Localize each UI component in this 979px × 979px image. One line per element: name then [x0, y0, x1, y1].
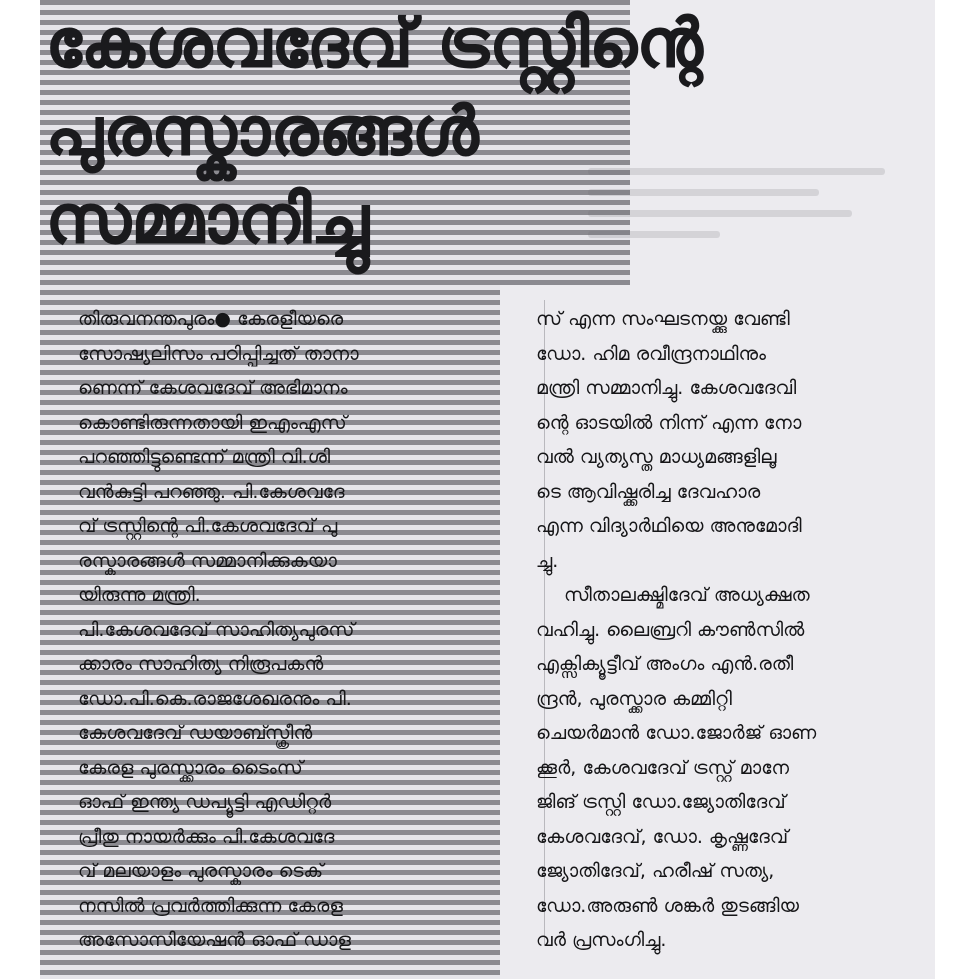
article-line: കേശവദേവ് ഡയാബ്സ്ക്രീൻ [78, 722, 313, 744]
article-line: ക്കൂർ, കേശവദേവ് ട്രസ്റ്റ് മാനേ [536, 756, 789, 779]
article-line: തിരുവനന്തപുരം● കേരളീയരെ [78, 308, 344, 330]
right-column-text [536, 302, 916, 958]
article-line: പറഞ്ഞിട്ടുണ്ടെന്ന് മന്ത്രി വി.ശി [78, 446, 331, 468]
article-line: വ് മലയാളം പുരസ്കാരം ടെക് [78, 860, 324, 882]
article-line: അസോസിയേഷൻ ഓഫ് ഡാള [78, 929, 351, 951]
article-line: കേരള പുരസ്ക്കാരം ടൈംസ് [78, 756, 303, 779]
article-line: സീതാലക്ഷ്മിദേവ് അധ്യക്ഷത [564, 584, 810, 606]
article-line: എക്സിക്യൂട്ടീവ് അംഗം എൻ.രതീ [536, 653, 794, 675]
article-line: വ് ട്രസ്റ്റിന്റെ പി.കേശവദേവ് പു [78, 515, 338, 537]
article-line: ജിങ് ട്രസ്റ്റി ഡോ.ജ്യോതിദേവ് [536, 791, 786, 813]
article-line: ടെ ആവിഷ്ക്കരിച്ച ദേവഹാര [536, 480, 761, 503]
article-line: പ്രീതു നായർക്കും പി.കേശവദേ [78, 825, 335, 848]
article-line: വൽ വ്യത്യസ്ത മാധ്യമങ്ങളിലൂ [536, 446, 777, 468]
article-line: ഡോ.പി.കെ.രാജശേഖരനും പി. [78, 687, 352, 710]
article-line: ന്റെ ഓടയിൽ നിന്ന് എന്ന നോ [536, 411, 802, 434]
article-line: മന്ത്രി സമ്മാനിച്ചു. കേശവദേവി [536, 377, 797, 399]
left-column-text [78, 302, 478, 958]
article-line: രസ്കാരങ്ങൾ സമ്മാനിക്കുകയാ [78, 549, 337, 572]
article-line: ന്ദ്രൻ, പുരസ്ക്കാര കമ്മിറ്റി [536, 687, 732, 710]
article-line: കൊണ്ടിരുന്നതായി ഇഎംഎസ് [78, 411, 347, 434]
article-line: ജ്യോതിദേവ്, ഹരീഷ് സത്യ, [536, 860, 775, 882]
article-line: ഡോ.അരുൺ ശങ്കർ തുടങ്ങിയ [536, 894, 799, 917]
article-line: ഓഫ് ഇന്ത്യ ഡപ്യൂട്ടി എഡിറ്റർ [78, 791, 332, 813]
article-line: വഹിച്ചു. ലൈബ്രറി കൗൺസിൽ [536, 618, 805, 641]
headline [46, 0, 886, 264]
article-line: വർ പ്രസംഗിച്ചു. [536, 929, 667, 951]
article-line: നസിൽ പ്രവർത്തിക്കുന്ന കേരള [78, 894, 343, 917]
article-line: സ് എന്ന സംഘടനയ്ക്കു വേണ്ടി [536, 308, 790, 330]
article-line: പി.കേശവദേവ് സാഹിത്യപുരസ് [78, 618, 355, 641]
article-line: വൻകുട്ടി പറഞ്ഞു. പി.കേശവദേ [78, 480, 345, 503]
article-line: എന്ന വിദ്യാർഥിയെ അനുമോദി [536, 515, 802, 537]
article-line: യിരുന്നു മന്ത്രി. [78, 584, 201, 606]
article-line: ക്കാരം സാഹിത്യ നിരൂപകൻ [78, 653, 324, 675]
article-line: ചെയർമാൻ ഡോ.ജോർജ് ഓണ [536, 722, 817, 744]
headline-line-1: കേശവദേവ് ട്രസ്റ്റിന്റെ [46, 5, 704, 82]
article-line: ഡോ. ഹിമ രവീന്ദ്രനാഥിനും [536, 342, 767, 365]
article-line: ച്ചു. [536, 549, 559, 572]
headline-line-3: സമ്മാനിച്ചു [46, 181, 370, 258]
article-line: കേശവദേവ്, ഡോ. കൃഷ്ണദേവ് [536, 825, 789, 848]
article-line: സോഷ്യലിസം പഠിപ്പിച്ചത് താനാ [78, 342, 359, 365]
headline-line-2: പുരസ്കാരങ്ങൾ [46, 93, 480, 170]
article-line: ണെന്ന് കേശവദേവ് അഭിമാനം [78, 377, 348, 399]
